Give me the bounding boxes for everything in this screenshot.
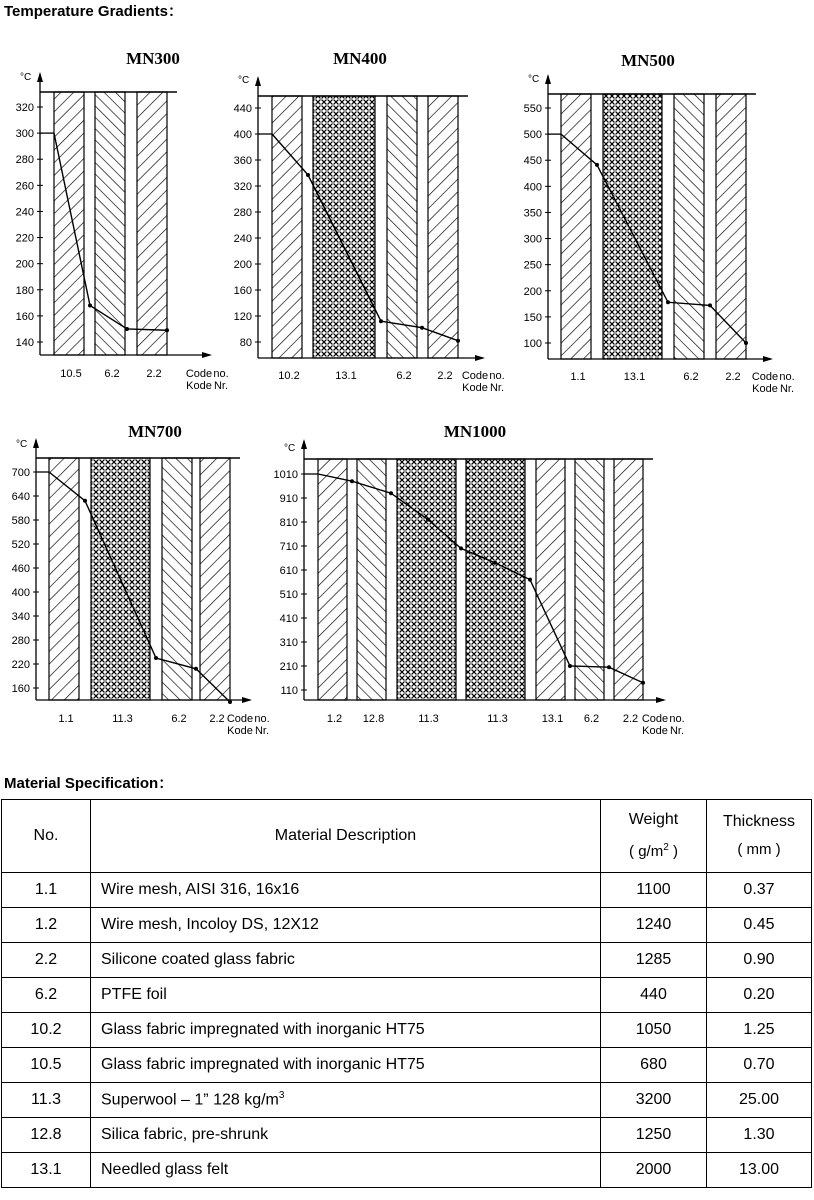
table-row [2, 1048, 812, 1083]
cell-thickness: 1.30 [707, 1118, 812, 1153]
cell-weight: 1050 [601, 1013, 707, 1048]
cell-no: 11.3 [2, 1083, 91, 1118]
layer-code-label: 2.2 [209, 713, 225, 725]
layer-code-label: 12.8 [362, 713, 385, 725]
gradient-point [350, 479, 354, 483]
layer-code-label: 10.5 [60, 368, 82, 380]
code-label: Code [185, 368, 213, 380]
cell-thickness: 0.45 [707, 908, 812, 943]
y-tick-label: 240 [233, 233, 252, 245]
y-tick-label: 280 [233, 207, 252, 219]
y-unit-label: °C [528, 74, 540, 85]
layer-bar [387, 96, 417, 358]
gradient-point [493, 561, 497, 565]
cell-description: Silicone coated glass fabric [91, 943, 601, 978]
chart-mn700 [12, 422, 270, 737]
layer-bar [357, 459, 386, 700]
cell-weight: 680 [601, 1048, 707, 1083]
chart-title: MN400 [333, 49, 387, 68]
material-specification-table [1, 799, 812, 1188]
layer-code-label: 11.3 [487, 713, 508, 725]
y-axis-arrow [545, 74, 551, 84]
table-row [2, 1118, 812, 1153]
y-tick-label: 220 [15, 232, 34, 245]
layer-code-label: 2.2 [146, 368, 162, 380]
layer-code-label: 2.2 [725, 371, 741, 383]
layer-bar [614, 459, 643, 700]
y-tick-label: 140 [15, 337, 34, 349]
y-tick-label: 100 [523, 338, 542, 350]
gradient-point [744, 341, 748, 345]
header-no: No. [2, 800, 91, 873]
table-body [2, 873, 812, 1188]
layer-code-label: 6.2 [683, 371, 699, 383]
kode-label: Kode [462, 382, 488, 394]
cell-no: 12.8 [2, 1118, 91, 1153]
y-tick-label: 440 [233, 103, 252, 115]
gradient-point [595, 163, 599, 167]
gradient-point [456, 339, 460, 343]
gradient-point [154, 656, 158, 660]
layer-bar [54, 92, 84, 355]
gradient-point [426, 518, 430, 522]
y-tick-label: 180 [15, 284, 34, 297]
kode-suffix: Nr. [489, 382, 505, 394]
layer-bar [95, 92, 125, 355]
gradient-point [228, 700, 232, 704]
cell-description: Glass fabric impregnated with inorganic HT75 [91, 1048, 601, 1083]
y-tick-label: 550 [523, 103, 542, 115]
y-tick-label: 340 [11, 611, 30, 623]
cell-thickness: 0.37 [707, 873, 812, 908]
chart-title: MN500 [621, 51, 675, 70]
layer-bar [428, 96, 458, 358]
temperature-gradients-title: Temperature Gradients： [4, 3, 183, 20]
cell-thickness: 25.00 [707, 1083, 812, 1118]
cell-no: 10.5 [2, 1048, 91, 1083]
gradient-point [607, 665, 611, 669]
y-tick-label: 410 [279, 613, 298, 625]
gradient-point [641, 681, 645, 685]
cell-thickness: 0.90 [707, 943, 812, 978]
y-tick-label: 400 [11, 587, 30, 599]
layer-code-label: 13.1 [335, 370, 357, 382]
cell-description: Superwool – 1” 128 $kg/m^3$ [91, 1083, 601, 1118]
y-tick-label: 320 [15, 102, 34, 114]
layer-code-label: 6.2 [171, 713, 187, 725]
y-tick-label: 300 [15, 128, 34, 141]
x-axis-arrow [242, 697, 252, 703]
kode-label: Kode [227, 725, 253, 737]
chart-mn500 [524, 51, 795, 395]
kode-suffix: Nr. [254, 725, 270, 737]
gradient-point [568, 664, 572, 668]
layer-bar [466, 459, 525, 700]
code-label: Code [641, 713, 669, 725]
layer-bar [716, 94, 746, 359]
code-label: Code [751, 371, 779, 383]
code-suffix: no. [669, 713, 685, 725]
y-tick-label: 160 [11, 683, 30, 695]
y-tick-label: 520 [11, 539, 30, 551]
header-thickness-label: Thickness [722, 813, 796, 830]
kode-suffix: Nr. [213, 380, 229, 392]
chart-title: MN700 [128, 422, 182, 441]
y-tick-label: 580 [11, 515, 30, 527]
x-axis-arrow [656, 697, 666, 703]
code-suffix: no. [489, 370, 505, 382]
cell-no: 1.1 [2, 873, 91, 908]
header-weight-label: Weight [628, 811, 679, 828]
layer-code-label: 10.2 [278, 370, 300, 382]
gradient-point [306, 173, 310, 177]
y-axis-arrow [301, 439, 307, 449]
table-row [2, 908, 812, 943]
kode-label: Kode [752, 383, 778, 395]
code-suffix: no. [254, 713, 270, 725]
table-row [2, 1013, 812, 1048]
layer-bar [200, 458, 230, 700]
y-unit-label: °C [20, 72, 32, 83]
y-tick-label: 120 [233, 311, 252, 323]
layer-code-label: 13.1 [623, 371, 646, 383]
cell-description: PTFE foil [91, 978, 601, 1013]
y-tick-label: 280 [15, 154, 34, 167]
y-tick-label: 110 [280, 685, 298, 697]
layer-code-label: 11.3 [112, 713, 133, 725]
gradient-point [194, 667, 198, 671]
gradient-point [528, 578, 532, 582]
y-tick-label: 360 [233, 155, 252, 167]
table-row [2, 943, 812, 978]
layer-bar [49, 458, 79, 700]
cell-thickness: 0.20 [707, 978, 812, 1013]
header-material-description: Material Description [91, 800, 601, 873]
y-tick-label: 510 [279, 589, 298, 601]
code-suffix: no. [779, 371, 795, 383]
layer-bar [603, 94, 662, 359]
y-tick-label: 640 [11, 491, 30, 503]
table-header-row [2, 800, 812, 873]
table-row [2, 978, 812, 1013]
y-tick-label: 250 [523, 259, 542, 272]
table-row [2, 1083, 812, 1118]
y-axis-arrow [255, 76, 261, 86]
layer-bar [674, 94, 704, 359]
layer-code-label: 2.2 [622, 713, 639, 725]
y-tick-label: 320 [233, 181, 252, 193]
cell-description: Silica fabric, pre-shrunk [91, 1118, 601, 1153]
y-tick-label: 310 [279, 637, 298, 649]
y-axis-arrow [37, 72, 43, 82]
layer-code-label: 6.2 [583, 713, 600, 725]
cell-weight: 1100 [601, 873, 707, 908]
material-specification-title: Material Specification： [4, 775, 174, 792]
header-thickness [707, 800, 812, 873]
cell-no: 1.2 [2, 908, 91, 943]
layer-code-label: 11.3 [418, 713, 439, 725]
cell-weight: 1240 [601, 908, 707, 943]
cell-no: 13.1 [2, 1153, 91, 1188]
gradient-point [125, 327, 129, 331]
layer-bar [272, 96, 302, 358]
gradient-point [83, 499, 87, 503]
y-tick-label: 160 [15, 310, 34, 323]
cell-thickness: 0.70 [707, 1048, 812, 1083]
cell-no: 6.2 [2, 978, 91, 1013]
cell-description: Needled glass felt [91, 1153, 601, 1188]
kode-suffix: Nr. [779, 383, 795, 395]
cell-no: 2.2 [2, 943, 91, 978]
table-row [2, 873, 812, 908]
y-tick-label: 810 [279, 517, 298, 529]
layer-bar [561, 94, 591, 359]
kode-suffix: Nr. [669, 725, 685, 737]
gradient-point [666, 300, 670, 304]
layer-code-label: 1.1 [570, 371, 586, 383]
y-tick-label: 200 [233, 259, 252, 271]
y-tick-label: 210 [279, 661, 298, 673]
x-axis-arrow [202, 352, 212, 358]
layer-code-label: 1.2 [326, 713, 343, 725]
code-label: Code [461, 370, 489, 382]
header-thickness-unit: ( mm ) [737, 841, 781, 858]
chart-mn300 [16, 49, 229, 392]
y-unit-label: °C [238, 75, 250, 86]
chart-mn1000 [274, 422, 685, 737]
layer-code-label: 6.2 [104, 368, 120, 380]
x-axis-arrow [763, 356, 773, 362]
y-tick-label: 500 [523, 129, 542, 142]
y-tick-label: 160 [233, 285, 252, 297]
y-unit-label: °C [284, 443, 296, 454]
gradient-point [459, 546, 463, 550]
layer-code-label: 6.2 [396, 370, 412, 382]
cell-weight: 3200 [601, 1083, 707, 1118]
gradient-point [708, 303, 712, 307]
cell-no: 10.2 [2, 1013, 91, 1048]
code-label: Code [226, 713, 254, 725]
layer-bar [397, 459, 456, 700]
cell-thickness: 13.00 [707, 1153, 812, 1188]
y-tick-label: 220 [11, 659, 30, 671]
layer-bar [536, 459, 565, 700]
x-axis-arrow [475, 355, 485, 361]
cell-thickness: 1.25 [707, 1013, 812, 1048]
layer-bar [575, 459, 604, 700]
y-tick-label: 280 [11, 635, 30, 647]
y-axis-arrow [33, 438, 39, 448]
cell-description: Glass fabric impregnated with inorganic HT75 [91, 1013, 601, 1048]
y-tick-label: 1010 [273, 469, 298, 481]
y-tick-label: 200 [15, 258, 34, 271]
header-weight-unit: ( $g/m^2$ ) [629, 842, 678, 860]
layer-code-label: 2.2 [437, 370, 453, 382]
y-tick-label: 260 [15, 180, 34, 193]
y-unit-label: °C [16, 439, 28, 450]
gradient-point [165, 328, 169, 332]
cell-description: Wire mesh, AISI 316, 16x16 [91, 873, 601, 908]
y-tick-label: 300 [523, 233, 542, 246]
chart-mn400 [234, 49, 505, 394]
cell-weight: 440 [601, 978, 707, 1013]
chart-title: MN300 [126, 49, 180, 68]
y-tick-label: 460 [11, 563, 30, 575]
layer-code-label: 1.1 [58, 713, 74, 725]
layer-bar [137, 92, 167, 355]
y-tick-label: 350 [523, 207, 542, 220]
cell-weight: 1250 [601, 1118, 707, 1153]
y-tick-label: 700 [11, 467, 30, 479]
layer-code-label: 13.1 [541, 713, 564, 725]
chart-title: MN1000 [443, 422, 507, 441]
gradient-point [88, 303, 92, 307]
table-row [2, 1153, 812, 1188]
y-tick-label: 400 [523, 181, 542, 194]
y-tick-label: 400 [233, 129, 252, 141]
y-tick-label: 80 [239, 337, 252, 349]
kode-label: Kode [642, 725, 668, 737]
y-tick-label: 710 [279, 541, 298, 553]
header-weight [601, 800, 707, 873]
y-tick-label: 910 [279, 493, 298, 505]
cell-weight: 2000 [601, 1153, 707, 1188]
gradient-point [379, 319, 383, 323]
code-suffix: no. [213, 368, 229, 380]
kode-label: Kode [186, 380, 212, 392]
cell-description: Wire mesh, Incoloy DS, 12X12 [91, 908, 601, 943]
y-tick-label: 200 [523, 285, 542, 298]
layer-bar [318, 459, 347, 700]
y-tick-label: 150 [523, 311, 542, 324]
y-tick-label: 450 [523, 155, 542, 168]
layer-bar [313, 96, 375, 358]
y-tick-label: 240 [15, 206, 34, 219]
y-tick-label: 610 [279, 565, 298, 577]
gradient-point [420, 326, 424, 330]
cell-weight: 1285 [601, 943, 707, 978]
gradient-point [389, 491, 393, 495]
